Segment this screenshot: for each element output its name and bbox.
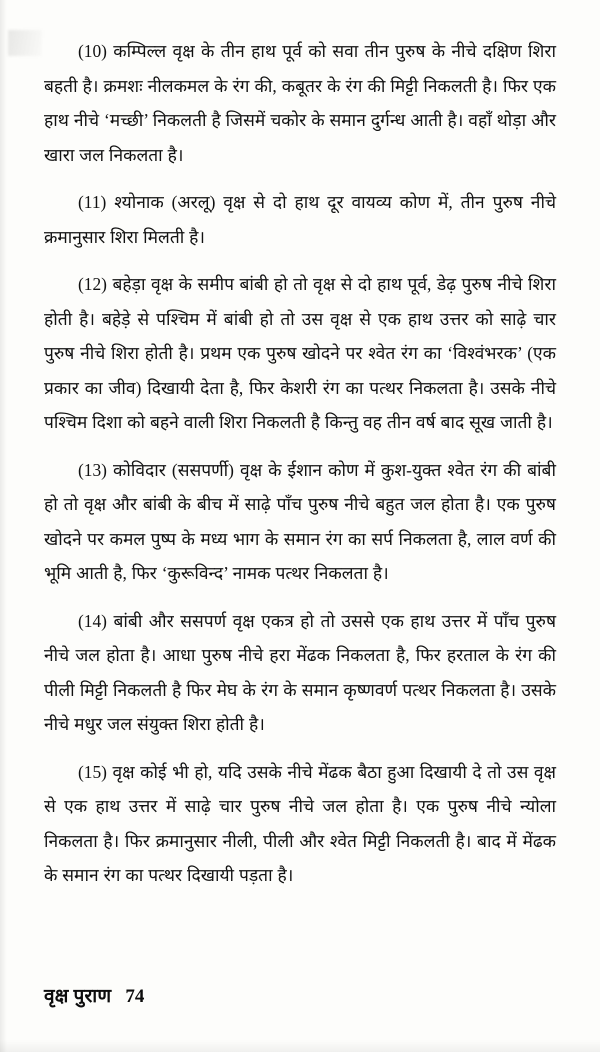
scan-edge-shadow-left	[0, 0, 7, 1052]
paragraph-10: (10) कम्पिल्ल वृक्ष के तीन हाथ पूर्व को सवा तीन पुरुष के नीचे दक्षिण शिरा बहती है। क्रमशः नीलकमल के रंग की, कबूतर के रंग की मिट्टी निकलती है। फिर एक हाथ नीचे ‘मच्छी’ निकलती है जिसमें चकोर के समान दुर्गन्ध आती है। वहाँ थोड़ा और खारा जल निकलता है।	[44, 41, 556, 165]
footer-book-title: वृक्ष पुराण	[44, 986, 112, 1007]
page-body-text	[44, 34, 556, 893]
paragraph-13: (13) कोविदार (ससपर्णी) वृक्ष के ईशान कोण में कुश-युक्त श्वेत रंग की बांबी हो तो वृक्ष और बांबी के बीच में साढ़े पाँच पुरुष नीचे बहुत जल होता है। एक पुरुष खोदने पर कमल पुष्प के मध्य भाग के समान रंग का सर्प निकलता है, लाल वर्ण की भूमि आती है, फिर ‘कुरूविन्द’ नामक पत्थर निकलता है।	[44, 459, 556, 583]
footer-page-number: 74	[125, 986, 145, 1007]
scan-edge-shadow-bottom	[0, 1040, 600, 1052]
page-footer	[44, 982, 556, 1008]
paragraph-12: (12) बहेड़ा वृक्ष के समीप बांबी हो तो वृक्ष से दो हाथ पूर्व, डेढ़ पुरुष नीचे शिरा होती है। बहेड़े से पश्चिम में बांबी हो तो उस वृक्ष से एक हाथ उत्तर को साढ़े चार पुरुष नीचे शिरा होती है। प्रथम एक पुरुष खोदने पर श्वेत रंग का ‘विश्वंभरक’ (एक प्रकार का जीव) दिखायी देता है, फिर केशरी रंग का पत्थर निकलता है। उसके नीचे पश्चिम दिशा को बहने वाली शिरा निकलती है किन्तु वह तीन वर्ष बाद सूख जाती है।	[44, 274, 556, 432]
paragraph-14: (14) बांबी और ससपर्ण वृक्ष एकत्र हो तो उससे एक हाथ उत्तर में पाँच पुरुष नीचे जल होता है। आधा पुरुष नीचे हरा मेंढक निकलता है, फिर हरताल के रंग की पीली मिट्टी निकलती है फिर मेघ के रंग के समान कृष्णवर्ण पत्थर निकलता है। उसके नीचे मधुर जल संयुक्त शिरा होती है।	[44, 610, 556, 734]
scan-margin-smudge	[8, 30, 42, 56]
paragraph-15: (15) वृक्ष कोई भी हो, यदि उसके नीचे मेंढक बैठा हुआ दिखायी दे तो उस वृक्ष से एक हाथ उत्तर में साढ़े चार पुरुष नीचे जल होता है। एक पुरुष नीचे न्योला निकलता है। फिर क्रमानुसार नीली, पीली और श्वेत मिट्टी निकलती है। बाद में मेंढक के समान रंग का पत्थर दिखायी पड़ता है।	[44, 761, 556, 885]
paragraph-11: (11) श्योनाक (अरलू) वृक्ष से दो हाथ दूर वायव्य कोण में, तीन पुरुष नीचे क्रमानुसार शिरा मिलती है।	[44, 192, 556, 247]
